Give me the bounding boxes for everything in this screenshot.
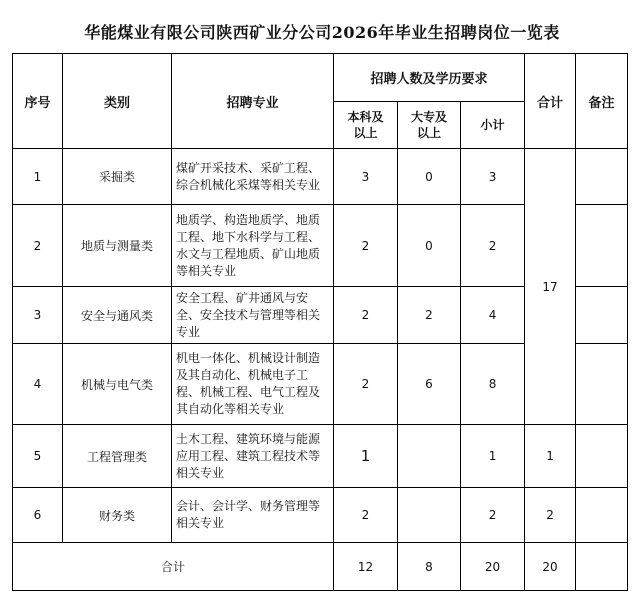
row-major: 机电一体化、机械设计制造及其自动化、机械电子工程、机械工程、电气工程及其自动化等相关专业 [172, 344, 334, 425]
header-bachelor-text: 本科及以上 [347, 110, 384, 140]
row-category: 财务类 [63, 488, 172, 543]
row-index: 6 [13, 488, 63, 543]
row-major: 煤矿开采技术、采矿工程、综合机械化采煤等相关专业 [172, 149, 334, 205]
row-index: 5 [13, 425, 63, 488]
row-college [398, 488, 461, 543]
header-remarks: 备注 [576, 54, 628, 149]
summary-remarks [576, 543, 628, 591]
row-category: 地质与测量类 [63, 205, 172, 287]
row-index: 2 [13, 205, 63, 287]
row-college: 6 [398, 344, 461, 425]
row-subtotal: 2 [461, 488, 525, 543]
row-remarks [576, 205, 628, 287]
row-remarks [576, 488, 628, 543]
summary-total: 20 [525, 543, 576, 591]
page-title: 华能煤业有限公司陕西矿业分公司2026年毕业生招聘岗位一览表 [84, 23, 560, 42]
total-row-6: 2 [525, 488, 576, 543]
row-category: 机械与电气类 [63, 344, 172, 425]
row-subtotal: 3 [461, 149, 525, 205]
header-total: 合计 [525, 54, 576, 149]
row-remarks [576, 344, 628, 425]
row-bachelor: 2 [334, 287, 398, 344]
row-subtotal: 8 [461, 344, 525, 425]
row-major: 地质学、构造地质学、地质工程、地下水科学与工程、水文与工程地质、矿山地质等相关专业 [172, 205, 334, 287]
header-college [398, 101, 461, 149]
row-bachelor: 2 [334, 205, 398, 287]
total-row-5: 1 [525, 425, 576, 488]
header-bachelor [334, 101, 398, 149]
header-major: 招聘专业 [172, 54, 334, 149]
summary-bachelor: 12 [334, 543, 398, 591]
row-bachelor: 2 [334, 344, 398, 425]
row-subtotal: 4 [461, 287, 525, 344]
summary-label: 合计 [13, 543, 334, 591]
row-bachelor: 2 [334, 488, 398, 543]
row-index: 1 [13, 149, 63, 205]
table-row [13, 488, 628, 543]
recruitment-table [12, 53, 628, 591]
row-remarks [576, 287, 628, 344]
row-college [398, 425, 461, 488]
row-category: 采掘类 [63, 149, 172, 205]
header-group: 招聘人数及学历要求 [334, 54, 525, 102]
row-remarks [576, 149, 628, 205]
row-college: 0 [398, 149, 461, 205]
row-index: 4 [13, 344, 63, 425]
row-college: 2 [398, 287, 461, 344]
row-bachelor: 1 [334, 425, 398, 488]
header-category: 类别 [63, 54, 172, 149]
row-major: 土木工程、建筑环境与能源应用工程、建筑工程技术等相关专业 [172, 425, 334, 488]
summary-row [13, 543, 628, 591]
row-college: 0 [398, 205, 461, 287]
row-subtotal: 1 [461, 425, 525, 488]
row-index: 3 [13, 287, 63, 344]
summary-subtotal: 20 [461, 543, 525, 591]
header-subtotal: 小计 [461, 101, 525, 149]
header-index: 序号 [13, 54, 63, 149]
total-rows-1-4: 17 [525, 149, 576, 425]
header-row [13, 54, 628, 102]
row-category: 安全与通风类 [63, 287, 172, 344]
row-subtotal: 2 [461, 205, 525, 287]
row-category: 工程管理类 [63, 425, 172, 488]
summary-college: 8 [398, 543, 461, 591]
header-college-text: 大专及以上 [410, 110, 447, 140]
table-row [13, 425, 628, 488]
row-bachelor: 3 [334, 149, 398, 205]
row-major: 安全工程、矿井通风与安全、安全技术与管理等相关专业 [172, 287, 334, 344]
row-major: 会计、会计学、财务管理等相关专业 [172, 488, 334, 543]
table-row [13, 149, 628, 205]
row-remarks [576, 425, 628, 488]
